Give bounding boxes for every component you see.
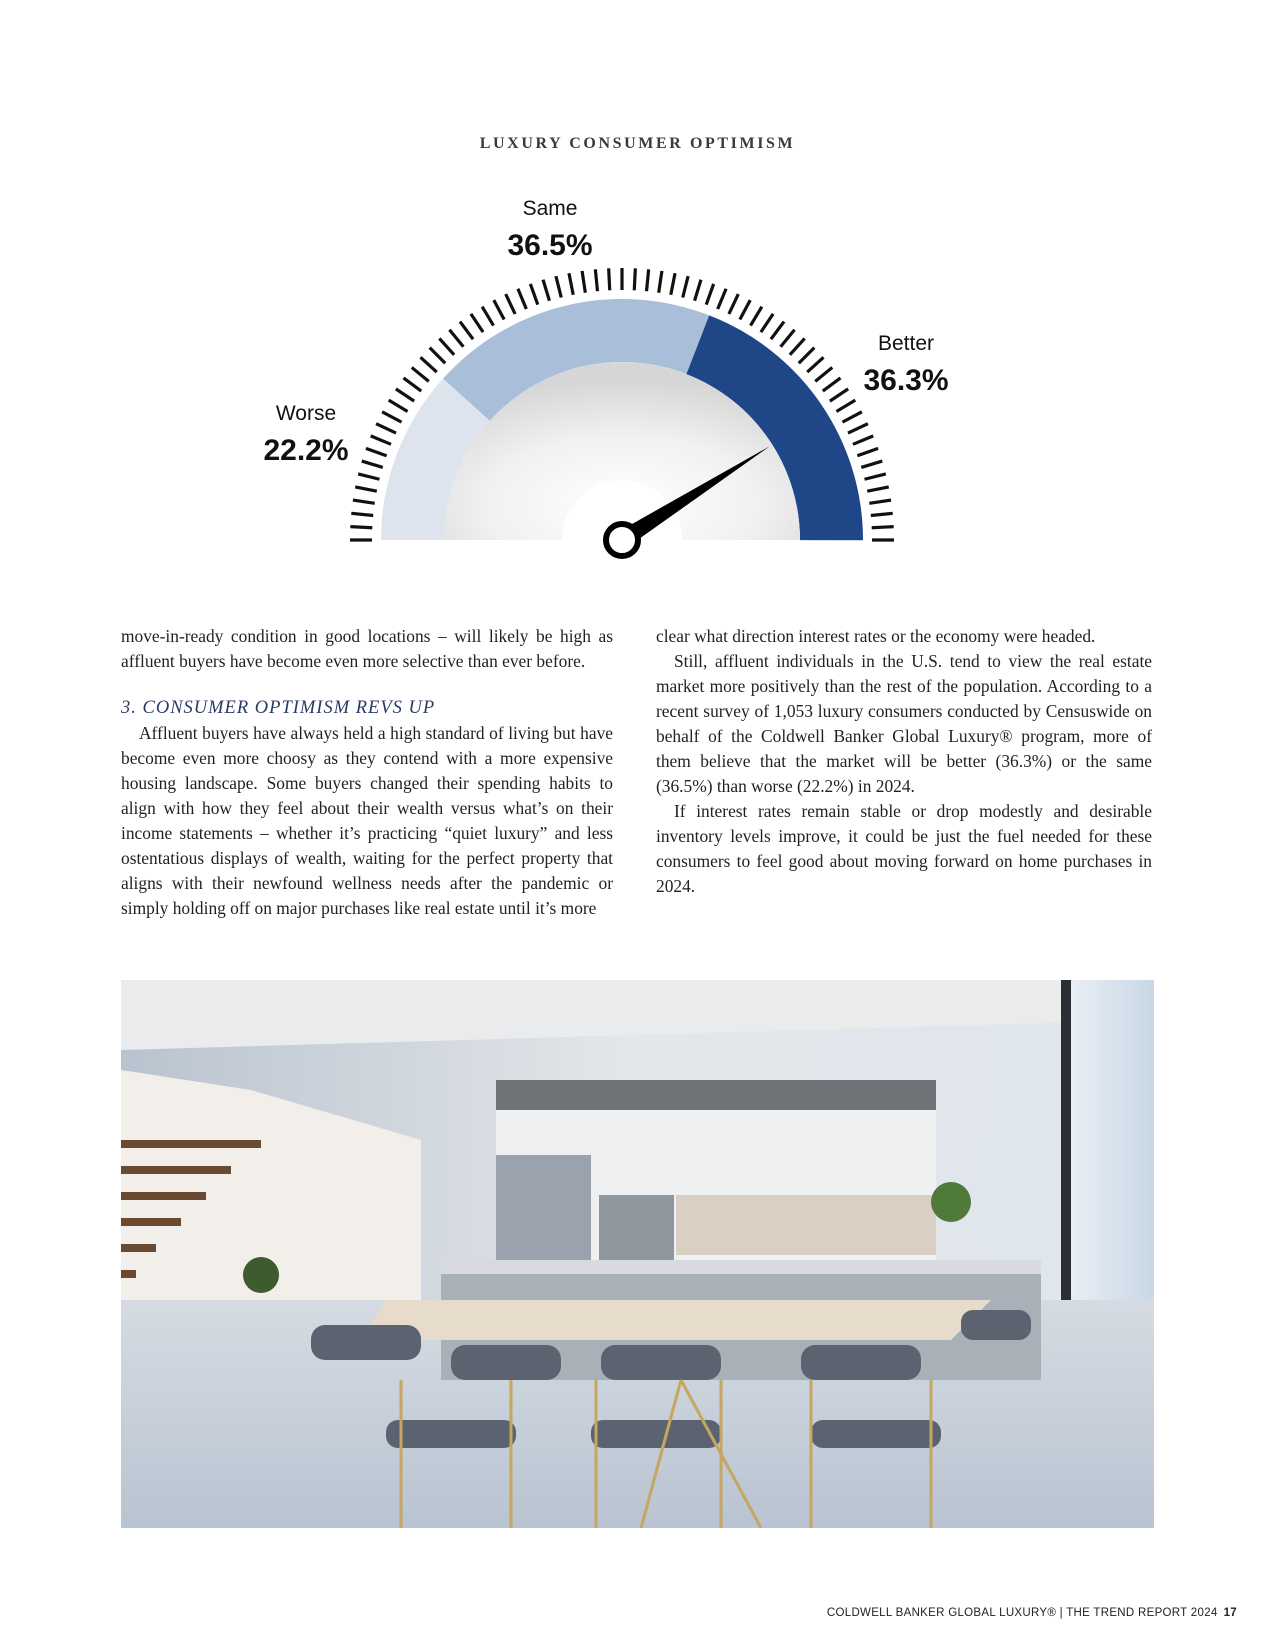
gauge-tick — [842, 412, 861, 422]
kitchen-interior-photo — [121, 980, 1154, 1528]
gauge-tick — [460, 322, 473, 340]
gauge-tick — [853, 436, 873, 444]
gauge-tick — [518, 289, 526, 309]
gauge-tick — [740, 300, 750, 319]
gauge-tick — [848, 424, 868, 433]
gauge-tick — [729, 294, 738, 314]
gauge-tick — [771, 322, 784, 340]
gauge-tick — [366, 448, 387, 455]
gauge-label-worse: Worse — [275, 402, 337, 425]
right-paragraph-1: clear what direction interest rates or the economy were headed. — [656, 626, 1096, 646]
gauge-value-same: 36.5% — [507, 229, 593, 262]
gauge-tick — [671, 273, 675, 295]
gauge-tick — [659, 271, 662, 293]
gauge-tick — [543, 280, 549, 301]
left-paragraph-2: Affluent buyers have always held a high standard of living but have become even more choosy as they contend with a more expensive housing landscape. Some buyers changed their spending habits to align with how they feel about their wealth versus what’s on their income statements – whether it’s practicing “quiet luxury” and less ostentatious displays of wealth, waiting for the perfect property that aligns with their newfound wellness needs after the pandemic or simply holding off on major purchases like real estate until it’s more — [121, 723, 613, 918]
gauge-tick — [751, 307, 762, 326]
gauge-tick — [861, 461, 882, 467]
gauge-tick — [482, 307, 493, 326]
gauge-tick — [790, 338, 805, 354]
gauge-tick — [439, 338, 454, 354]
gauge-value-better: 36.3% — [863, 364, 949, 397]
gauge-tick — [595, 269, 597, 291]
right-column — [656, 624, 1152, 899]
chart-title: LUXURY CONSUMER OPTIMISM — [479, 135, 796, 152]
gauge-tick — [353, 500, 375, 503]
gauge-tick — [569, 273, 573, 295]
gauge-tick — [872, 527, 894, 528]
gauge-tick — [761, 314, 773, 332]
gauge-tick — [609, 268, 610, 290]
gauge-tick — [389, 400, 408, 411]
gauge-tick — [471, 314, 483, 332]
gauge-tick — [683, 276, 688, 297]
gauge-tick — [830, 389, 848, 401]
gauge-tick — [530, 284, 537, 305]
gauge-tick — [396, 389, 414, 401]
gauge-tick — [556, 276, 561, 297]
gauge-tick — [865, 474, 886, 479]
gauge-tick — [412, 367, 429, 381]
gauge-tick — [823, 378, 841, 391]
gauge-value-worse: 22.2% — [263, 434, 349, 467]
gauge-needle-pivot — [606, 524, 638, 556]
right-paragraph-3: If interest rates remain stable or drop modestly and desirable inventory levels improve, it could be just the fuel needed for these consumers to feel good about moving forward on home purchases in 2024. — [656, 801, 1152, 896]
gauge-tick — [350, 527, 372, 528]
gauge-tick — [634, 268, 635, 290]
gauge-tick — [358, 474, 379, 479]
gauge-tick — [815, 367, 832, 381]
gauge-tick — [857, 448, 878, 455]
gauge-tick — [647, 269, 649, 291]
gauge-tick — [494, 300, 504, 319]
gauge-tick — [867, 487, 889, 491]
right-paragraph-2: Still, affluent individuals in the U.S. tend to view the real estate market more positively than the rest of the population. According to a recent survey of 1,053 luxury consumers conducted by Censuswide on behalf of the Coldwell Banker Global Luxury® program, more of them believe that the market will be better (36.3%) or the same (36.5%) than worse (22.2%) in 2024. — [656, 651, 1152, 796]
optimism-gauge-chart — [0, 180, 1275, 600]
gauge-tick — [506, 294, 515, 314]
gauge-tick — [355, 487, 377, 491]
gauge-tick — [430, 348, 446, 364]
gauge-tick — [420, 357, 436, 372]
gauge-tick — [718, 289, 726, 309]
gauge-label-same: Same — [522, 197, 578, 220]
left-column — [121, 624, 613, 921]
gauge-tick — [799, 348, 815, 364]
gauge-tick — [376, 424, 396, 433]
gauge-tick — [371, 436, 391, 444]
gauge-tick — [351, 513, 373, 515]
gauge-tick — [781, 330, 795, 347]
gauge-tick — [807, 357, 823, 372]
gauge-tick — [869, 500, 891, 503]
gauge-tick — [871, 513, 893, 515]
gauge-label-better: Better — [877, 332, 935, 355]
gauge-tick — [449, 330, 463, 347]
gauge-tick — [706, 284, 713, 305]
section-heading: 3. CONSUMER OPTIMISM REVS UP — [121, 698, 436, 718]
gauge-tick — [382, 412, 401, 422]
footer-text: COLDWELL BANKER GLOBAL LUXURY® | THE TREND REPORT 2024 — [826, 1607, 1218, 1619]
page-number: 17 — [1223, 1607, 1237, 1619]
left-paragraph-1: move-in-ready condition in good locations – will likely be high as affluent buyers have become even more selective than ever before. — [121, 626, 613, 671]
gauge-tick — [362, 461, 383, 467]
gauge-tick — [836, 400, 855, 411]
gauge-tick — [695, 280, 701, 301]
gauge-tick — [404, 378, 422, 391]
page-footer — [827, 1607, 1237, 1619]
gauge-tick — [582, 271, 585, 293]
